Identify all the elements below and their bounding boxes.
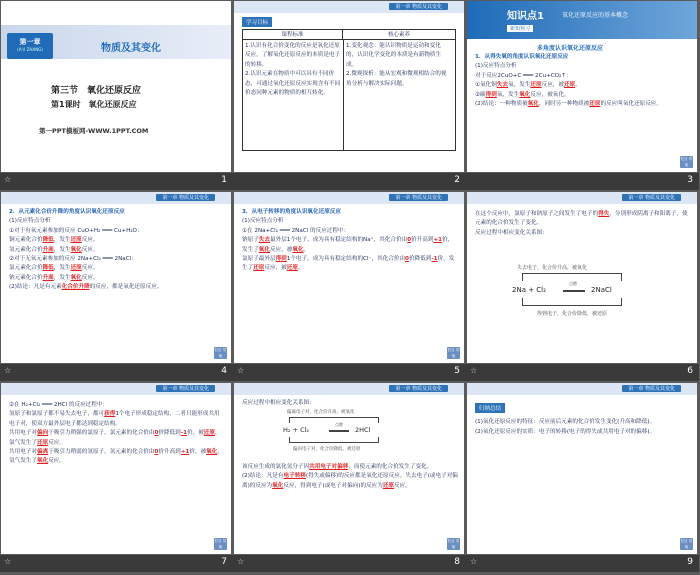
- summary-tag: 归纳总结: [475, 403, 505, 413]
- line: 钠元素化合价升高，发生氧化反应。: [9, 274, 99, 281]
- paragraph: 钠原子失去最外层1个电子，成为具有稳定结构的Na⁺，其化合价由0价升高到+1价，发生了氧化反应，被氧化。: [242, 237, 454, 253]
- bar-tag: 第一章 物质及其变化: [389, 385, 448, 392]
- slide-footer: [0, 364, 233, 381]
- star-icon[interactable]: ☆: [4, 175, 12, 184]
- line: 氢元素化合价升高，发生氧化反应。: [9, 246, 99, 253]
- slide-number: 1: [221, 175, 227, 185]
- chapter-badge: [7, 33, 53, 59]
- eq-right: 2HCl: [355, 426, 371, 434]
- new-tag: 新知预习: [507, 25, 533, 32]
- slide-3: [467, 1, 697, 172]
- bar-tag: 第一章 物质及其变化: [156, 385, 215, 392]
- eq-cond: 点燃: [569, 281, 577, 286]
- top-bar: [467, 192, 697, 204]
- slide-footer: [0, 173, 233, 190]
- line: 3．从电子转移的角度认识氧化还原反应: [242, 209, 341, 215]
- slide-number: 8: [454, 557, 460, 567]
- line: (1)反应特点分析: [242, 218, 284, 225]
- col-header-standard: 课程标准: [243, 30, 343, 40]
- slide-4: [1, 192, 231, 363]
- nav-button[interactable]: 栏目 导航: [214, 348, 227, 358]
- slide-2-thumb[interactable]: [233, 0, 466, 191]
- slide-8-thumb[interactable]: [233, 382, 466, 573]
- slide-7-thumb[interactable]: [0, 382, 233, 573]
- top-bar: [234, 1, 464, 13]
- star-icon[interactable]: ☆: [470, 366, 478, 375]
- slide-number: 7: [221, 557, 227, 567]
- nav-button[interactable]: 栏目 导航: [214, 539, 227, 549]
- slide-footer: [233, 555, 466, 572]
- line: (1)氧化还原反应的特征：反应前后元素的化合价发生变化(升高和降低)。: [475, 419, 656, 425]
- reaction-diagram: [279, 409, 419, 457]
- slide-footer: [466, 173, 699, 190]
- slide-footer: [233, 364, 466, 381]
- chapter-title: 物质及其变化: [101, 43, 161, 54]
- slide-5-thumb[interactable]: [233, 191, 466, 382]
- line: 2．从元素化合价升降的角度认识氧化还原反应: [9, 209, 125, 215]
- line: 反应过程中相应变化关系图：: [242, 400, 315, 406]
- content: [9, 401, 225, 467]
- slide-8: [234, 383, 464, 554]
- heading: 多角度认识氧化还原反应: [537, 45, 604, 52]
- bottom-bracket: [522, 298, 622, 306]
- nav-button[interactable]: 栏目 导航: [680, 157, 693, 167]
- kp-sub: 氧化还原反应的基本概念: [562, 12, 629, 19]
- paragraph: (2)结论：凡是有电子转移(得失或偏移)的反应都是氧化还原反应。失去电子(或电子对偏离)的反应为氧化反应，得到电子(或电子对偏向)的反应为还原反应。: [242, 473, 458, 489]
- chapter-tag: 第一章: [19, 38, 41, 46]
- slide-3-thumb[interactable]: [466, 0, 699, 191]
- star-icon[interactable]: ☆: [237, 366, 245, 375]
- slide-footer: [233, 173, 466, 190]
- content: [475, 417, 691, 437]
- top-bar: [234, 192, 464, 204]
- line: (1)反应特点分析: [9, 218, 51, 225]
- line: 铜元素化合价降低，发生还原反应。: [9, 237, 99, 244]
- kp-banner: [467, 1, 697, 39]
- paragraph: 氢原子和氯原子都不易失去电子，都可获得1个电子形成稳定结构，二者只能形成共用电子对，使双方最外层电子都达到稳定结构。: [9, 411, 220, 427]
- line: ①氧化铜失去氧，发生还原反应，被还原。: [475, 82, 581, 89]
- slide-number: 6: [687, 366, 693, 376]
- eq-right: 2NaCl: [591, 286, 612, 294]
- equals-sign: [329, 430, 349, 432]
- core-text: 1.变化观念：能认识物质是运动和变化的，认识化学变化的本质是有新物质生成。 2.微观探析：能从宏观和微观相结合的视角分析与解决实际问题。: [346, 43, 447, 87]
- slide-6: [467, 192, 697, 363]
- top-bracket: [522, 273, 622, 281]
- bar-tag: 第一章 物质及其变化: [389, 194, 448, 201]
- slide-7: [1, 383, 231, 554]
- line: ②在 H₂+Cl₂ ═══ 2HCl 的反应过程中：: [9, 402, 109, 408]
- line: (2)氧化还原反应的实质：电子的转移(电子的得失或共用电子对的偏移)。: [475, 429, 656, 435]
- bottom-bracket: [289, 437, 379, 443]
- content: [242, 208, 458, 274]
- paragraph: 共用电子对偏离于吸引力稍弱的氢原子，氢元素的化合价由0价升高到+1价，被氧化，氢气发生了氧化反应。: [9, 449, 223, 465]
- line: ①对于有氧元素参加的反应 CuO+H₂ ═══ Cu+H₂O：: [9, 227, 143, 234]
- slide-1-thumb[interactable]: [0, 0, 233, 191]
- kp-title: 知识点1: [507, 11, 544, 22]
- paragraph: 共用电子对偏向于吸引力稍强的氯原子，氯元素的化合价由0价降低到-1价，被还原，氯气发生了还原反应。: [9, 430, 221, 446]
- slide-6-thumb[interactable]: [466, 191, 699, 382]
- star-icon[interactable]: ☆: [237, 557, 245, 566]
- goal-tag: 学习目标: [242, 17, 272, 27]
- eq-left: 2Na + Cl₂: [512, 286, 546, 294]
- slide-number: 3: [687, 175, 693, 185]
- slide-number: 9: [687, 557, 693, 567]
- col-header-core: 核心素养: [343, 30, 455, 40]
- reaction-diagram: [507, 264, 657, 324]
- slide-2: [234, 1, 464, 172]
- line: ②对于无氧元素参加的反应 2Na+Cl₂ ═══ 2NaCl：: [9, 256, 137, 263]
- slide-1: [1, 1, 231, 172]
- slide-number: 4: [221, 366, 227, 376]
- star-icon[interactable]: ☆: [4, 557, 12, 566]
- site-text: 第一PPT模板网-WWW.1PPT.COM: [39, 127, 149, 135]
- bar-tag: 第一章 物质及其变化: [156, 194, 215, 201]
- paragraph: 该反应生成的氯化氢分子因共用电子对偏移，而使元素的化合价发生了变化。: [242, 464, 433, 470]
- bar-tag: 第一章 物质及其变化: [389, 3, 448, 10]
- slide-number: 5: [454, 366, 460, 376]
- top-bar: [467, 383, 697, 395]
- section-title: 第三节 氧化还原反应: [51, 86, 142, 96]
- top-bar: [234, 383, 464, 395]
- content: [9, 208, 225, 293]
- slide-4-thumb[interactable]: [0, 191, 233, 382]
- top-label: 失去电子，化合价升高，被氧化: [517, 265, 588, 271]
- line: 对于反应2CuO+C ═══ 2Cu+CO₂↑：: [475, 72, 572, 79]
- paragraph: 在这个反应中，氯原子和钠原子之间发生了电子的得失，分别形成阴离子和阳离子，使元素的化合价发生了变化。: [475, 211, 688, 227]
- bar-tag: 第一章 物质及其变化: [622, 194, 681, 201]
- slide-9: [467, 383, 697, 554]
- content: [242, 463, 458, 491]
- eq-left: H₂ + Cl₂: [283, 426, 310, 434]
- star-icon[interactable]: ☆: [4, 366, 12, 375]
- top-label: 偏离电子对，化合价升高，被氧化: [287, 410, 355, 415]
- lesson-title: 第1课时 氧化还原反应: [51, 100, 137, 109]
- slide-9-thumb[interactable]: [466, 382, 699, 573]
- line: (2)结论：一种物质被氧化，同时另一种物质被还原的反应叫氧化还原反应。: [475, 101, 662, 108]
- bottom-label: 得到电子，化合价降低，被还原: [537, 311, 608, 317]
- bar-tag: 第一章 物质及其变化: [622, 385, 681, 392]
- line: ①在 2Na+Cl₂ ═══ 2NaCl 的反应过程中：: [242, 227, 350, 234]
- line: (2)结论：凡是有元素化合价升降的反应，都是氧化还原反应。: [9, 284, 163, 291]
- bottom-label: 偏向电子对，化合价降低，被还原: [293, 447, 361, 452]
- slide-footer: [466, 364, 699, 381]
- nav-button[interactable]: 栏目 导航: [680, 539, 693, 549]
- top-bar: [1, 383, 231, 395]
- chapter-sub: (A节 ZHANG): [17, 47, 43, 52]
- standard-text: 1.认识有化合价变化的反应是氧化还原反应，了解氧化还原反应的本质是电子的转移。 2.认识元素在物质中可以具有不同价态，可通过氧化还原反应实现含有不同价态同种元素的物质的相互转化。: [245, 43, 341, 97]
- nav-button[interactable]: 栏目 导航: [447, 348, 460, 358]
- paragraph: 氯原子最外层得到1个电子，成为具有稳定结构的Cl⁻，其化合价由0价降低到-1价，发生了还原反应，被还原。: [242, 256, 455, 272]
- content: [475, 210, 691, 238]
- content: [475, 53, 691, 109]
- slide-number: 2: [454, 175, 460, 185]
- nav-button[interactable]: 栏目 导航: [447, 539, 460, 549]
- line: 氯元素化合价降低，发生还原反应。: [9, 265, 99, 272]
- goal-table: [242, 29, 456, 151]
- line: 反应过程中相应变化关系图：: [475, 229, 548, 236]
- slide-footer: [466, 555, 699, 572]
- slide-footer: [0, 555, 233, 572]
- eq-cond: 点燃: [335, 422, 343, 427]
- line: 1．从得失氧的角度认识氧化还原反应: [475, 54, 569, 60]
- star-icon[interactable]: ☆: [470, 557, 478, 566]
- top-bracket: [289, 417, 379, 423]
- line: (1)反应特点分析: [475, 63, 517, 70]
- line: ②碳得到氧，发生氧化反应，被氧化。: [475, 91, 570, 98]
- slide-5: [234, 192, 464, 363]
- top-bar: [1, 192, 231, 204]
- equals-sign: [563, 290, 585, 292]
